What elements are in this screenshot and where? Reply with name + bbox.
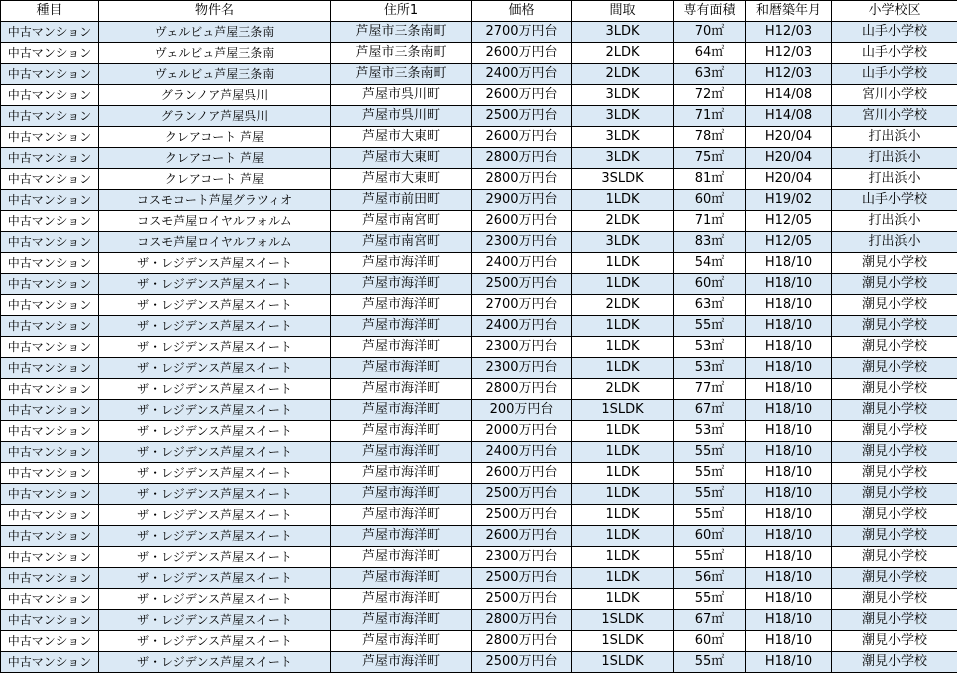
cell-school-district[interactable]: 潮見小学校 bbox=[832, 316, 957, 337]
cell-layout[interactable]: 1LDK bbox=[572, 421, 674, 442]
cell-area[interactable]: 53㎡ bbox=[674, 337, 746, 358]
cell-built-date[interactable]: H18/10 bbox=[746, 547, 832, 568]
cell-type[interactable]: 中古マンション bbox=[1, 400, 99, 421]
cell-address[interactable]: 芦屋市海洋町 bbox=[331, 316, 472, 337]
table-row bbox=[1, 484, 957, 505]
cell-layout[interactable]: 1LDK bbox=[572, 337, 674, 358]
cell-price[interactable]: 2500万円台 bbox=[472, 484, 572, 505]
cell-address[interactable]: 芦屋市海洋町 bbox=[331, 379, 472, 400]
table-row bbox=[1, 463, 957, 484]
cell-built-date[interactable]: H18/10 bbox=[746, 253, 832, 274]
cell-built-date[interactable]: H19/02 bbox=[746, 190, 832, 211]
cell-type[interactable]: 中古マンション bbox=[1, 358, 99, 379]
cell-school-district[interactable]: 打出浜小 bbox=[832, 148, 957, 169]
cell-type[interactable]: 中古マンション bbox=[1, 43, 99, 64]
cell-property-name[interactable]: ザ・レジデンス芦屋スイート bbox=[99, 358, 331, 379]
cell-school-district[interactable]: 潮見小学校 bbox=[832, 463, 957, 484]
cell-built-date[interactable]: H18/10 bbox=[746, 274, 832, 295]
cell-layout[interactable]: 1LDK bbox=[572, 589, 674, 610]
cell-area[interactable]: 55㎡ bbox=[674, 484, 746, 505]
cell-layout[interactable]: 1LDK bbox=[572, 547, 674, 568]
cell-property-name[interactable]: ザ・レジデンス芦屋スイート bbox=[99, 337, 331, 358]
cell-price[interactable]: 2800万円台 bbox=[472, 631, 572, 652]
cell-area[interactable]: 60㎡ bbox=[674, 190, 746, 211]
cell-type[interactable]: 中古マンション bbox=[1, 316, 99, 337]
cell-layout[interactable]: 3LDK bbox=[572, 148, 674, 169]
cell-address[interactable]: 芦屋市海洋町 bbox=[331, 631, 472, 652]
cell-school-district[interactable]: 打出浜小 bbox=[832, 211, 957, 232]
cell-layout[interactable]: 3LDK bbox=[572, 106, 674, 127]
cell-address[interactable]: 芦屋市海洋町 bbox=[331, 400, 472, 421]
cell-property-name[interactable]: ヴェルビュ芦屋三条南 bbox=[99, 64, 331, 85]
cell-property-name[interactable]: ザ・レジデンス芦屋スイート bbox=[99, 547, 331, 568]
column-header-price[interactable]: 価格 bbox=[472, 1, 572, 22]
cell-address[interactable]: 芦屋市南宮町 bbox=[331, 232, 472, 253]
cell-address[interactable]: 芦屋市海洋町 bbox=[331, 421, 472, 442]
cell-price[interactable]: 2300万円台 bbox=[472, 547, 572, 568]
cell-built-date[interactable]: H14/08 bbox=[746, 106, 832, 127]
cell-price[interactable]: 2600万円台 bbox=[472, 43, 572, 64]
cell-type[interactable]: 中古マンション bbox=[1, 22, 99, 43]
cell-type[interactable]: 中古マンション bbox=[1, 211, 99, 232]
cell-property-name[interactable]: コスモ芦屋ロイヤルフォルム bbox=[99, 232, 331, 253]
cell-address[interactable]: 芦屋市海洋町 bbox=[331, 568, 472, 589]
cell-built-date[interactable]: H12/03 bbox=[746, 43, 832, 64]
cell-price[interactable]: 2400万円台 bbox=[472, 253, 572, 274]
cell-layout[interactable]: 1LDK bbox=[572, 253, 674, 274]
cell-price[interactable]: 2700万円台 bbox=[472, 295, 572, 316]
cell-school-district[interactable]: 潮見小学校 bbox=[832, 547, 957, 568]
cell-area[interactable]: 77㎡ bbox=[674, 379, 746, 400]
cell-property-name[interactable]: ヴェルビュ芦屋三条南 bbox=[99, 22, 331, 43]
cell-price[interactable]: 2300万円台 bbox=[472, 358, 572, 379]
cell-school-district[interactable]: 潮見小学校 bbox=[832, 295, 957, 316]
table-row bbox=[1, 295, 957, 316]
cell-property-name[interactable]: ザ・レジデンス芦屋スイート bbox=[99, 253, 331, 274]
column-header-layout[interactable]: 間取 bbox=[572, 1, 674, 22]
cell-price[interactable]: 2600万円台 bbox=[472, 127, 572, 148]
table-row bbox=[1, 106, 957, 127]
cell-layout[interactable]: 1LDK bbox=[572, 484, 674, 505]
table-body bbox=[1, 22, 957, 673]
cell-layout[interactable]: 1SLDK bbox=[572, 652, 674, 673]
cell-school-district[interactable]: 潮見小学校 bbox=[832, 526, 957, 547]
cell-type[interactable]: 中古マンション bbox=[1, 484, 99, 505]
cell-school-district[interactable]: 潮見小学校 bbox=[832, 484, 957, 505]
cell-type[interactable]: 中古マンション bbox=[1, 253, 99, 274]
cell-built-date[interactable]: H20/04 bbox=[746, 169, 832, 190]
cell-price[interactable]: 2300万円台 bbox=[472, 337, 572, 358]
cell-school-district[interactable]: 潮見小学校 bbox=[832, 400, 957, 421]
cell-property-name[interactable]: ザ・レジデンス芦屋スイート bbox=[99, 631, 331, 652]
cell-type[interactable]: 中古マンション bbox=[1, 610, 99, 631]
cell-property-name[interactable]: コスモ芦屋ロイヤルフォルム bbox=[99, 211, 331, 232]
cell-area[interactable]: 64㎡ bbox=[674, 43, 746, 64]
cell-built-date[interactable]: H18/10 bbox=[746, 652, 832, 673]
table-row bbox=[1, 400, 957, 421]
cell-built-date[interactable]: H18/10 bbox=[746, 568, 832, 589]
cell-school-district[interactable]: 打出浜小 bbox=[832, 232, 957, 253]
cell-type[interactable]: 中古マンション bbox=[1, 568, 99, 589]
cell-address[interactable]: 芦屋市海洋町 bbox=[331, 337, 472, 358]
cell-layout[interactable]: 1LDK bbox=[572, 190, 674, 211]
cell-area[interactable]: 63㎡ bbox=[674, 64, 746, 85]
cell-area[interactable]: 75㎡ bbox=[674, 148, 746, 169]
cell-type[interactable]: 中古マンション bbox=[1, 589, 99, 610]
cell-school-district[interactable]: 山手小学校 bbox=[832, 190, 957, 211]
table-row bbox=[1, 232, 957, 253]
cell-school-district[interactable]: 山手小学校 bbox=[832, 22, 957, 43]
cell-area[interactable]: 53㎡ bbox=[674, 358, 746, 379]
cell-built-date[interactable]: H18/10 bbox=[746, 631, 832, 652]
cell-area[interactable]: 63㎡ bbox=[674, 295, 746, 316]
cell-school-district[interactable]: 潮見小学校 bbox=[832, 253, 957, 274]
cell-property-name[interactable]: ヴェルビュ芦屋三条南 bbox=[99, 43, 331, 64]
cell-address[interactable]: 芦屋市海洋町 bbox=[331, 505, 472, 526]
cell-layout[interactable]: 2LDK bbox=[572, 379, 674, 400]
cell-type[interactable]: 中古マンション bbox=[1, 127, 99, 148]
cell-area[interactable]: 71㎡ bbox=[674, 106, 746, 127]
cell-type[interactable]: 中古マンション bbox=[1, 505, 99, 526]
cell-type[interactable]: 中古マンション bbox=[1, 64, 99, 85]
table-row bbox=[1, 22, 957, 43]
cell-built-date[interactable]: H18/10 bbox=[746, 337, 832, 358]
cell-area[interactable]: 81㎡ bbox=[674, 169, 746, 190]
cell-price[interactable]: 2600万円台 bbox=[472, 463, 572, 484]
cell-area[interactable]: 83㎡ bbox=[674, 232, 746, 253]
cell-property-name[interactable]: ザ・レジデンス芦屋スイート bbox=[99, 589, 331, 610]
cell-area[interactable]: 56㎡ bbox=[674, 568, 746, 589]
cell-school-district[interactable]: 潮見小学校 bbox=[832, 274, 957, 295]
cell-built-date[interactable]: H20/04 bbox=[746, 148, 832, 169]
cell-type[interactable]: 中古マンション bbox=[1, 148, 99, 169]
table-row bbox=[1, 211, 957, 232]
table-row bbox=[1, 610, 957, 631]
table-row bbox=[1, 43, 957, 64]
cell-address[interactable]: 芦屋市海洋町 bbox=[331, 547, 472, 568]
cell-address[interactable]: 芦屋市海洋町 bbox=[331, 526, 472, 547]
cell-built-date[interactable]: H12/03 bbox=[746, 64, 832, 85]
cell-area[interactable]: 70㎡ bbox=[674, 22, 746, 43]
table-row bbox=[1, 127, 957, 148]
cell-built-date[interactable]: H18/10 bbox=[746, 400, 832, 421]
cell-layout[interactable]: 3LDK bbox=[572, 22, 674, 43]
cell-price[interactable]: 2800万円台 bbox=[472, 169, 572, 190]
cell-layout[interactable]: 1SLDK bbox=[572, 400, 674, 421]
cell-layout[interactable]: 1LDK bbox=[572, 274, 674, 295]
cell-built-date[interactable]: H18/10 bbox=[746, 463, 832, 484]
cell-property-name[interactable]: クレアコート 芦屋 bbox=[99, 169, 331, 190]
cell-area[interactable]: 71㎡ bbox=[674, 211, 746, 232]
cell-address[interactable]: 芦屋市呉川町 bbox=[331, 106, 472, 127]
cell-school-district[interactable]: 潮見小学校 bbox=[832, 589, 957, 610]
cell-address[interactable]: 芦屋市海洋町 bbox=[331, 610, 472, 631]
cell-layout[interactable]: 1SLDK bbox=[572, 631, 674, 652]
cell-price[interactable]: 2800万円台 bbox=[472, 379, 572, 400]
cell-property-name[interactable]: ザ・レジデンス芦屋スイート bbox=[99, 568, 331, 589]
cell-price[interactable]: 2500万円台 bbox=[472, 106, 572, 127]
cell-property-name[interactable]: ザ・レジデンス芦屋スイート bbox=[99, 652, 331, 673]
cell-built-date[interactable]: H12/05 bbox=[746, 211, 832, 232]
cell-property-name[interactable]: ザ・レジデンス芦屋スイート bbox=[99, 610, 331, 631]
cell-price[interactable]: 2300万円台 bbox=[472, 232, 572, 253]
cell-built-date[interactable]: H14/08 bbox=[746, 85, 832, 106]
cell-address[interactable]: 芦屋市三条南町 bbox=[331, 43, 472, 64]
cell-area[interactable]: 60㎡ bbox=[674, 631, 746, 652]
cell-area[interactable]: 53㎡ bbox=[674, 421, 746, 442]
cell-built-date[interactable]: H18/10 bbox=[746, 295, 832, 316]
cell-property-name[interactable]: ザ・レジデンス芦屋スイート bbox=[99, 526, 331, 547]
cell-layout[interactable]: 1LDK bbox=[572, 358, 674, 379]
cell-layout[interactable]: 3LDK bbox=[572, 85, 674, 106]
cell-area[interactable]: 78㎡ bbox=[674, 127, 746, 148]
cell-layout[interactable]: 1LDK bbox=[572, 316, 674, 337]
table-row bbox=[1, 568, 957, 589]
cell-school-district[interactable]: 潮見小学校 bbox=[832, 631, 957, 652]
cell-layout[interactable]: 2LDK bbox=[572, 64, 674, 85]
cell-built-date[interactable]: H18/10 bbox=[746, 526, 832, 547]
cell-type[interactable]: 中古マンション bbox=[1, 274, 99, 295]
table-row bbox=[1, 631, 957, 652]
cell-type[interactable]: 中古マンション bbox=[1, 379, 99, 400]
cell-built-date[interactable]: H18/10 bbox=[746, 442, 832, 463]
cell-price[interactable]: 2500万円台 bbox=[472, 589, 572, 610]
cell-type[interactable]: 中古マンション bbox=[1, 526, 99, 547]
cell-area[interactable]: 67㎡ bbox=[674, 400, 746, 421]
cell-built-date[interactable]: H12/05 bbox=[746, 232, 832, 253]
cell-price[interactable]: 2600万円台 bbox=[472, 85, 572, 106]
cell-area[interactable]: 60㎡ bbox=[674, 526, 746, 547]
cell-price[interactable]: 2900万円台 bbox=[472, 190, 572, 211]
cell-school-district[interactable]: 潮見小学校 bbox=[832, 652, 957, 673]
cell-school-district[interactable]: 打出浜小 bbox=[832, 127, 957, 148]
cell-layout[interactable]: 3LDK bbox=[572, 232, 674, 253]
cell-property-name[interactable]: ザ・レジデンス芦屋スイート bbox=[99, 505, 331, 526]
cell-address[interactable]: 芦屋市海洋町 bbox=[331, 652, 472, 673]
cell-address[interactable]: 芦屋市海洋町 bbox=[331, 253, 472, 274]
table-row bbox=[1, 253, 957, 274]
cell-type[interactable]: 中古マンション bbox=[1, 631, 99, 652]
cell-area[interactable]: 55㎡ bbox=[674, 442, 746, 463]
column-header-property-name[interactable]: 物件名 bbox=[99, 1, 331, 22]
table-row bbox=[1, 316, 957, 337]
cell-property-name[interactable]: ザ・レジデンス芦屋スイート bbox=[99, 295, 331, 316]
table-row bbox=[1, 547, 957, 568]
cell-price[interactable]: 2500万円台 bbox=[472, 568, 572, 589]
column-header-address[interactable]: 住所1 bbox=[331, 1, 472, 22]
cell-layout[interactable]: 1LDK bbox=[572, 463, 674, 484]
cell-built-date[interactable]: H18/10 bbox=[746, 505, 832, 526]
cell-address[interactable]: 芦屋市大東町 bbox=[331, 148, 472, 169]
cell-address[interactable]: 芦屋市海洋町 bbox=[331, 484, 472, 505]
cell-school-district[interactable]: 潮見小学校 bbox=[832, 358, 957, 379]
cell-layout[interactable]: 3LDK bbox=[572, 127, 674, 148]
cell-address[interactable]: 芦屋市海洋町 bbox=[331, 274, 472, 295]
table-row bbox=[1, 589, 957, 610]
cell-price[interactable]: 2500万円台 bbox=[472, 505, 572, 526]
cell-built-date[interactable]: H18/10 bbox=[746, 316, 832, 337]
cell-price[interactable]: 2400万円台 bbox=[472, 316, 572, 337]
cell-property-name[interactable]: ザ・レジデンス芦屋スイート bbox=[99, 379, 331, 400]
cell-school-district[interactable]: 宮川小学校 bbox=[832, 85, 957, 106]
cell-property-name[interactable]: クレアコート 芦屋 bbox=[99, 127, 331, 148]
header-row bbox=[1, 1, 957, 22]
cell-built-date[interactable]: H18/10 bbox=[746, 610, 832, 631]
cell-property-name[interactable]: コスモコート芦屋グラツィオ bbox=[99, 190, 331, 211]
cell-area[interactable]: 54㎡ bbox=[674, 253, 746, 274]
cell-property-name[interactable]: ザ・レジデンス芦屋スイート bbox=[99, 442, 331, 463]
cell-property-name[interactable]: ザ・レジデンス芦屋スイート bbox=[99, 421, 331, 442]
table-row bbox=[1, 64, 957, 85]
table-row bbox=[1, 421, 957, 442]
table-row bbox=[1, 379, 957, 400]
cell-area[interactable]: 72㎡ bbox=[674, 85, 746, 106]
cell-layout[interactable]: 1LDK bbox=[572, 568, 674, 589]
cell-property-name[interactable]: ザ・レジデンス芦屋スイート bbox=[99, 274, 331, 295]
cell-property-name[interactable]: ザ・レジデンス芦屋スイート bbox=[99, 463, 331, 484]
cell-address[interactable]: 芦屋市海洋町 bbox=[331, 463, 472, 484]
cell-school-district[interactable]: 潮見小学校 bbox=[832, 505, 957, 526]
cell-type[interactable]: 中古マンション bbox=[1, 652, 99, 673]
table-row bbox=[1, 652, 957, 673]
cell-layout[interactable]: 1LDK bbox=[572, 505, 674, 526]
cell-school-district[interactable]: 潮見小学校 bbox=[832, 337, 957, 358]
cell-area[interactable]: 55㎡ bbox=[674, 547, 746, 568]
cell-area[interactable]: 67㎡ bbox=[674, 610, 746, 631]
table-row bbox=[1, 526, 957, 547]
cell-price[interactable]: 200万円台 bbox=[472, 400, 572, 421]
cell-school-district[interactable]: 山手小学校 bbox=[832, 64, 957, 85]
column-header-school-district[interactable]: 小学校区 bbox=[832, 1, 957, 22]
cell-built-date[interactable]: H12/03 bbox=[746, 22, 832, 43]
cell-price[interactable]: 2800万円台 bbox=[472, 610, 572, 631]
column-header-type[interactable]: 種目 bbox=[1, 1, 99, 22]
table-row bbox=[1, 505, 957, 526]
cell-built-date[interactable]: H18/10 bbox=[746, 589, 832, 610]
cell-school-district[interactable]: 潮見小学校 bbox=[832, 442, 957, 463]
cell-price[interactable]: 2400万円台 bbox=[472, 64, 572, 85]
cell-address[interactable]: 芦屋市大東町 bbox=[331, 127, 472, 148]
cell-type[interactable]: 中古マンション bbox=[1, 106, 99, 127]
cell-address[interactable]: 芦屋市海洋町 bbox=[331, 295, 472, 316]
cell-school-district[interactable]: 潮見小学校 bbox=[832, 379, 957, 400]
cell-school-district[interactable]: 打出浜小 bbox=[832, 169, 957, 190]
cell-area[interactable]: 55㎡ bbox=[674, 505, 746, 526]
cell-price[interactable]: 2500万円台 bbox=[472, 274, 572, 295]
cell-area[interactable]: 60㎡ bbox=[674, 274, 746, 295]
cell-property-name[interactable]: グランノア芦屋呉川 bbox=[99, 85, 331, 106]
cell-type[interactable]: 中古マンション bbox=[1, 463, 99, 484]
cell-property-name[interactable]: ザ・レジデンス芦屋スイート bbox=[99, 316, 331, 337]
cell-layout[interactable]: 2LDK bbox=[572, 211, 674, 232]
cell-address[interactable]: 芦屋市南宮町 bbox=[331, 211, 472, 232]
cell-type[interactable]: 中古マンション bbox=[1, 442, 99, 463]
table-row bbox=[1, 442, 957, 463]
table-row bbox=[1, 190, 957, 211]
cell-address[interactable]: 芦屋市海洋町 bbox=[331, 589, 472, 610]
cell-built-date[interactable]: H18/10 bbox=[746, 484, 832, 505]
cell-built-date[interactable]: H18/10 bbox=[746, 379, 832, 400]
cell-type[interactable]: 中古マンション bbox=[1, 421, 99, 442]
cell-layout[interactable]: 2LDK bbox=[572, 295, 674, 316]
cell-price[interactable]: 2400万円台 bbox=[472, 442, 572, 463]
table-row bbox=[1, 274, 957, 295]
cell-school-district[interactable]: 潮見小学校 bbox=[832, 568, 957, 589]
cell-property-name[interactable]: グランノア芦屋呉川 bbox=[99, 106, 331, 127]
table-row bbox=[1, 85, 957, 106]
cell-area[interactable]: 55㎡ bbox=[674, 463, 746, 484]
cell-price[interactable]: 2600万円台 bbox=[472, 211, 572, 232]
cell-layout[interactable]: 1LDK bbox=[572, 526, 674, 547]
cell-type[interactable]: 中古マンション bbox=[1, 169, 99, 190]
cell-layout[interactable]: 1LDK bbox=[572, 442, 674, 463]
cell-type[interactable]: 中古マンション bbox=[1, 190, 99, 211]
cell-area[interactable]: 55㎡ bbox=[674, 589, 746, 610]
cell-address[interactable]: 芦屋市大東町 bbox=[331, 169, 472, 190]
cell-layout[interactable]: 2LDK bbox=[572, 43, 674, 64]
cell-built-date[interactable]: H18/10 bbox=[746, 358, 832, 379]
cell-type[interactable]: 中古マンション bbox=[1, 295, 99, 316]
cell-price[interactable]: 2800万円台 bbox=[472, 148, 572, 169]
table-row bbox=[1, 169, 957, 190]
cell-property-name[interactable]: ザ・レジデンス芦屋スイート bbox=[99, 484, 331, 505]
column-header-area[interactable]: 専有面積 bbox=[674, 1, 746, 22]
cell-price[interactable]: 2500万円台 bbox=[472, 652, 572, 673]
cell-type[interactable]: 中古マンション bbox=[1, 337, 99, 358]
cell-type[interactable]: 中古マンション bbox=[1, 85, 99, 106]
cell-area[interactable]: 55㎡ bbox=[674, 316, 746, 337]
cell-address[interactable]: 芦屋市海洋町 bbox=[331, 358, 472, 379]
cell-address[interactable]: 芦屋市三条南町 bbox=[331, 64, 472, 85]
cell-type[interactable]: 中古マンション bbox=[1, 232, 99, 253]
cell-type[interactable]: 中古マンション bbox=[1, 547, 99, 568]
cell-address[interactable]: 芦屋市海洋町 bbox=[331, 442, 472, 463]
cell-school-district[interactable]: 潮見小学校 bbox=[832, 421, 957, 442]
cell-school-district[interactable]: 山手小学校 bbox=[832, 43, 957, 64]
cell-school-district[interactable]: 潮見小学校 bbox=[832, 610, 957, 631]
table-row bbox=[1, 337, 957, 358]
cell-built-date[interactable]: H20/04 bbox=[746, 127, 832, 148]
cell-property-name[interactable]: ザ・レジデンス芦屋スイート bbox=[99, 400, 331, 421]
cell-address[interactable]: 芦屋市呉川町 bbox=[331, 85, 472, 106]
cell-address[interactable]: 芦屋市前田町 bbox=[331, 190, 472, 211]
cell-built-date[interactable]: H18/10 bbox=[746, 421, 832, 442]
cell-property-name[interactable]: クレアコート 芦屋 bbox=[99, 148, 331, 169]
table-row bbox=[1, 358, 957, 379]
cell-price[interactable]: 2000万円台 bbox=[472, 421, 572, 442]
cell-address[interactable]: 芦屋市三条南町 bbox=[331, 22, 472, 43]
cell-layout[interactable]: 3SLDK bbox=[572, 169, 674, 190]
cell-price[interactable]: 2700万円台 bbox=[472, 22, 572, 43]
column-header-built-date[interactable]: 和暦築年月 bbox=[746, 1, 832, 22]
table-row bbox=[1, 148, 957, 169]
cell-area[interactable]: 55㎡ bbox=[674, 652, 746, 673]
cell-price[interactable]: 2600万円台 bbox=[472, 526, 572, 547]
cell-school-district[interactable]: 宮川小学校 bbox=[832, 106, 957, 127]
cell-layout[interactable]: 1SLDK bbox=[572, 610, 674, 631]
